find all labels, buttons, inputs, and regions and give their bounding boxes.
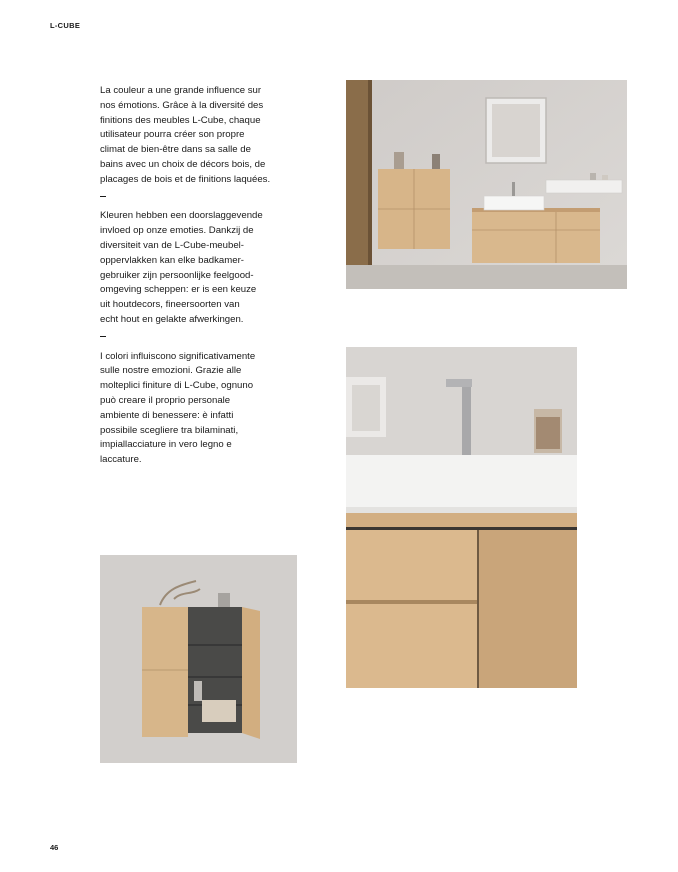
separator-2 — [100, 330, 290, 345]
separator-1 — [100, 190, 290, 205]
paragraph-italian: I colori influiscono significativamente sulle nostre emozioni. Grazie alle molteplici finiture di L-Cube, ognuno può creare il proprio personale ambiente di benessere: è infatti possibile scegliere tra bilaminati, impiallacciature in vero legno e laccature. — [100, 350, 256, 466]
separator-2-dash — [100, 336, 106, 337]
paragraph-dutch: Kleuren hebben een doorslaggevende invloed op onze emoties. Dankzij de diversiteit van de L-Cube-meubel- oppervlakken kan elke badkamer- gebruiker zijn persoonlijke feelgood- omgeving scheppen: er is een keuze uit houtdecors, fineersoorten van echt hout en gelakte afwerkingen. — [100, 210, 263, 325]
bathroom-overview-illustration — [346, 80, 627, 289]
body-text-column — [100, 84, 290, 468]
page-number: 46 — [50, 843, 59, 852]
wall-cabinet-photo — [100, 555, 297, 763]
paragraph-french: La couleur a une grande influence sur nos émotions. Grâce à la diversité des finitions des meubles L-Cube, chaque utilisateur pourra créer son propre climat de bien-être dans sa salle de bains avec un choix de décors bois, de placages de bois et de finitions laquées. — [100, 85, 271, 185]
wall-cabinet-illustration — [100, 555, 297, 763]
bathroom-overview-photo — [346, 80, 627, 289]
separator-1-dash — [100, 196, 106, 197]
section-header: L-CUBE — [50, 21, 81, 30]
vanity-closeup-illustration — [346, 347, 577, 688]
vanity-closeup-photo — [346, 347, 577, 688]
